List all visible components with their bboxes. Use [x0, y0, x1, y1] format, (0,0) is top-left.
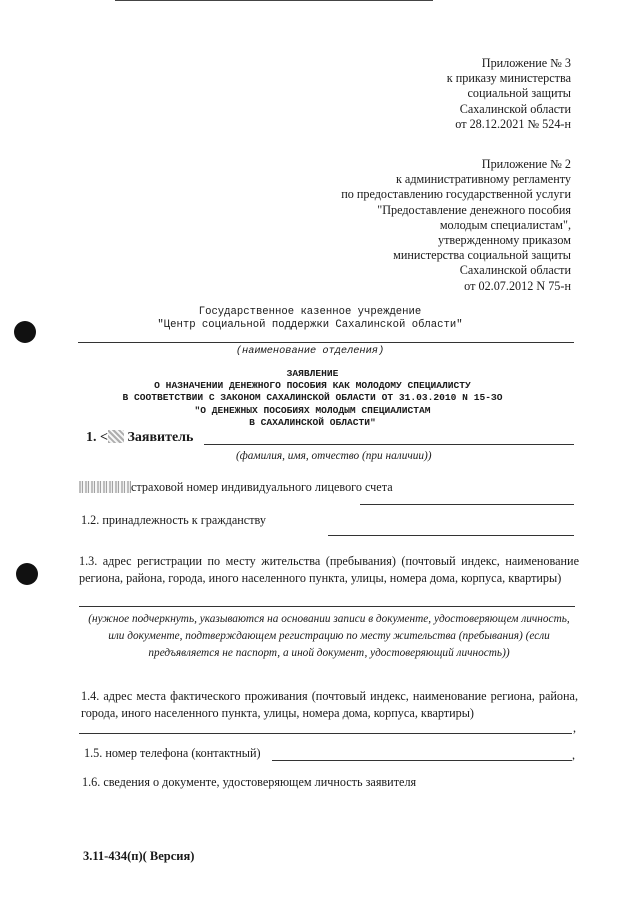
- note-1-3: (нужное подчеркнуть, указываются на основании записи в документе, удостоверяющем личность, или документе, подтверждающем регистрацию по месту жительства (пребывания) (если предъявляется не паспорт, а иной документ, удостоверяющий личность)): [88, 613, 570, 660]
- appendix-2-line: от 02.07.2012 N 75-н: [464, 278, 571, 293]
- address-reg-line: [79, 606, 575, 607]
- appendix-2-line: к административному регламенту: [395, 172, 571, 187]
- section-1-heading: [86, 430, 193, 446]
- fio-line: [204, 444, 574, 445]
- punch-hole: [14, 321, 36, 343]
- scan-artifact-icon: [108, 430, 124, 443]
- appendix-2-line: министерства социальной защиты: [393, 248, 571, 263]
- appendix-3-line: к приказу министерства: [446, 71, 571, 86]
- institution-name: [100, 306, 520, 332]
- statement-title-line: "О ДЕНЕЖНЫХ ПОСОБИЯХ МОЛОДЫМ СПЕЦИАЛИСТАМ: [194, 404, 431, 416]
- appendix-2-line: по предоставлению государственной услуги: [341, 187, 571, 202]
- item-1-3: 1.3. адрес регистрации по месту жительства (пребывания) (почтовый индекс, наименование региона, района, города, иного населенного пункта, улицы, номера дома, корпуса, квартиры): [79, 554, 579, 585]
- address-actual-line: [79, 733, 572, 734]
- statement-title-line: О НАЗНАЧЕНИИ ДЕНЕЖНОГО ПОСОБИЯ КАК МОЛОДОМУ СПЕЦИАЛИСТУ: [154, 380, 471, 392]
- statement-title-line: В СООТВЕТСТВИИ С ЗАКОНОМ САХАЛИНСКОЙ ОБЛАСТИ ОТ 31.03.2010 N 15-ЗО: [122, 392, 503, 404]
- section-label: Заявитель: [127, 430, 194, 445]
- appendix-3-line: от 28.12.2021 № 524-н: [455, 116, 571, 131]
- citizenship-line: [328, 535, 574, 536]
- scan-artifact-icon: [79, 481, 131, 493]
- statement-title: [40, 368, 585, 429]
- appendix-3-line: Приложение № 3: [481, 56, 571, 70]
- item-1-1: [79, 480, 393, 495]
- footer-form-code: 3.11-434(п)( Версия): [83, 849, 195, 863]
- item-1-4: 1.4. адрес места фактического проживания (почтовый индекс, наименование региона, района, города, иного населенного пункта, улицы, номера дома, корпуса, квартиры): [81, 689, 578, 720]
- appendix-2-line: Приложение № 2: [481, 157, 571, 171]
- snils-line: [360, 504, 574, 505]
- appendix-3-block: [447, 56, 571, 132]
- department-caption: (наименование отделения): [235, 345, 385, 357]
- item-1-1-text: страховой номер индивидуального лицевого счета: [131, 480, 393, 494]
- appendix-2-line: утвержденному приказом: [438, 233, 571, 248]
- appendix-2-line: "Предоставление денежного пособия: [377, 202, 571, 217]
- section-number: 1. <: [86, 430, 108, 445]
- item-1-5-comma: ,: [572, 748, 576, 762]
- appendix-2-line: Сахалинской области: [459, 263, 571, 278]
- phone-line: [272, 760, 572, 761]
- item-1-6: 1.6. сведения о документе, удостоверяющем личность заявителя: [82, 775, 417, 789]
- item-1-5: 1.5. номер телефона (контактный): [84, 746, 261, 760]
- appendix-3-line: социальной защиты: [467, 86, 571, 101]
- appendix-2-line: молодым специалистам",: [439, 217, 571, 232]
- fio-caption: (фамилия, имя, отчество (при наличии)): [236, 450, 432, 462]
- punch-hole: [16, 563, 38, 585]
- department-line: [78, 342, 574, 343]
- statement-title-line: ЗАЯВЛЕНИЕ: [286, 368, 339, 379]
- appendix-2-block: [341, 157, 571, 294]
- top-border-line: [115, 0, 433, 1]
- appendix-3-line: Сахалинской области: [459, 101, 571, 116]
- institution-line: "Центр социальной поддержки Сахалинской области": [157, 319, 463, 331]
- item-1-4-comma: ,: [573, 721, 577, 735]
- statement-title-line: В САХАЛИНСКОЙ ОБЛАСТИ": [249, 416, 376, 428]
- item-1-2: 1.2. принадлежность к гражданству: [81, 513, 266, 527]
- institution-line: Государственное казенное учреждение: [198, 306, 422, 318]
